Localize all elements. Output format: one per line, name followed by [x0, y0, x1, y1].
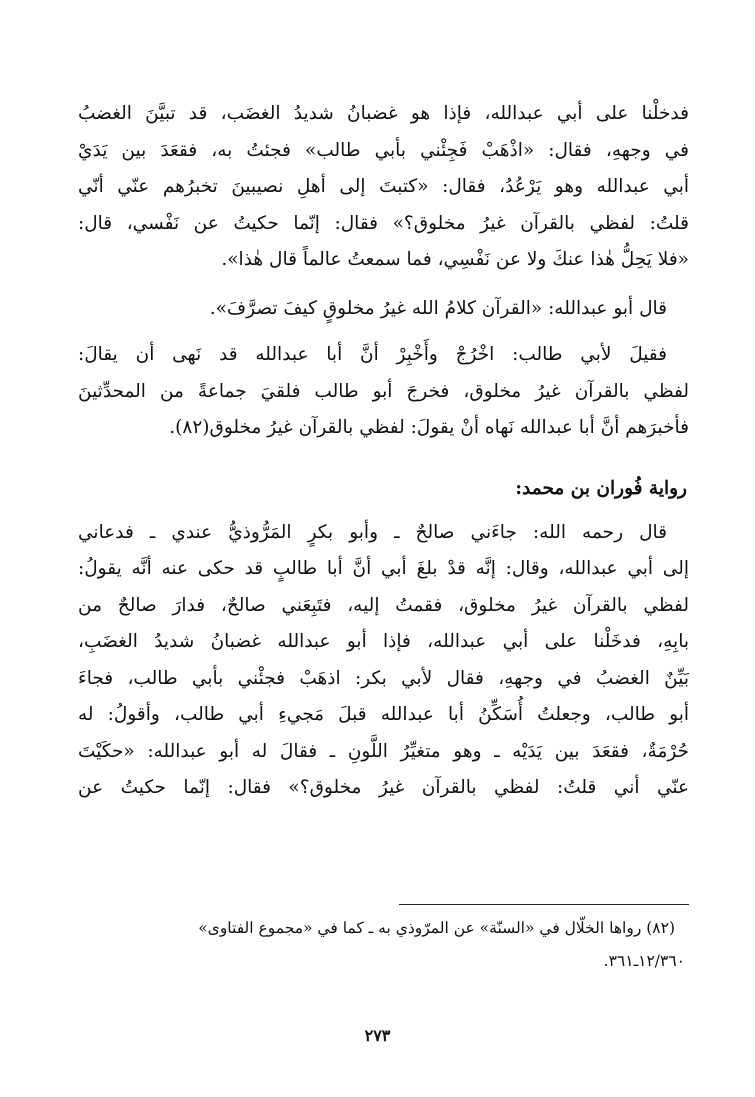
text-line: بَيِّنٌ الغضبُ في وجههِ، فقال لأبي بكر: اذهَبْ فجئْني بأبي طالب، فجاءَ [78, 667, 689, 689]
text-line: «فلا يَحِلُّ هٰذا عنكَ ولا عن نَفْسِي، فما سمعتُ عالماً قال هٰذا». [221, 249, 689, 270]
text-line: أبو طالب، وجعلتُ أُسَكِّنُ أبا عبدالله قبلَ مَجيءِ أبي طالب، وأقولُ: له [78, 704, 689, 725]
footnote-divider [399, 904, 689, 905]
text-line: فقيلَ لأبي طالب: اخْرُجْ وأَخْبِرْ أنَّ أبا عبدالله قد نَهى أن يقالَ: [78, 344, 667, 365]
text-line: بابِهِ، فدخَلْنا على أبي عبدالله، فإذا أبو عبدالله غضبانُ شديدُ الغضَبِ، [78, 631, 689, 652]
text-line: حُرْمَةٌ، فقعَدَ بين يَدَيْه ـ وهو متغيِّرُ اللَّونِ ـ فقالَ له أبو عبدالله: «حكَيْتَ [78, 740, 689, 762]
text-line: عنّي أني قلتُ: لفظي بالقرآن غيرُ مخلوق؟» فقال: إنّما حكيتُ عن [78, 777, 689, 798]
text-line: قال أبو عبدالله: «القرآن كلامُ الله غيرُ مخلوقٍ كيفَ تصرَّفَ». [209, 297, 667, 319]
section-heading: رواية فُوران بن محمد: [515, 477, 687, 499]
text-line: فدخلْنا على أبي عبدالله، فإذا هو غضبانُ شديدُ الغضَب، قد تبيَّنَ الغضبُ [78, 103, 689, 124]
text-line: قلتُ: لفظي بالقرآن غيرُ مخلوق؟» فقال: إنّما حكيتُ عن نَفْسي، قال: [78, 212, 689, 234]
text-line: لفظي بالقرآن غيرُ مخلوق، فقمتُ إليه، فتَبِعَني صالحٌ، فدارَ صالحٌ من [78, 594, 689, 616]
text-line: إلى أبي عبدالله، وقال: إنَّه قدْ بلغَ أبي أنَّ أبا طالبٍ قد حكى عنه أنَّه يقولُ: [78, 558, 689, 579]
footnote-line: (٨٢) رواها الخلّال في «السنّة» عن المرّوذي به ـ كما في «مجموع الفتاوى» [198, 919, 675, 937]
footnote [78, 912, 685, 978]
paragraph-4 [78, 515, 689, 807]
text-line: في وجههِ، فقال: «اذْهَبْ فَجِئْني بأبي طالب» فجئتُ به، فقعَدَ بين يَدَيْ [78, 139, 689, 161]
text-line: قال رحمه الله: جاءَني صالحٌ ـ وأبو بكرٍ المَرُّوذيُّ عندي ـ فدعاني [78, 521, 667, 543]
text-line: فأخبرَهم أنَّ أبا عبدالله نَهاه أنْ يقولَ: لفظي بالقرآن غيرُ مخلوق(٨٢). [169, 417, 689, 438]
page-body [78, 96, 689, 807]
page-number: ٢٧٣ [364, 1026, 391, 1045]
paragraph-2 [78, 291, 689, 328]
paragraph-3 [78, 337, 689, 447]
footnote-line: ١٢/٣٦٠ـ٣٦١. [603, 952, 685, 970]
paragraph-1 [78, 96, 689, 279]
text-line: أبي عبدالله وهو يَرْعُدُ، فقال: «كتبتَ إلى أهلِ نصيبينَ تخبرُهم عنّي أنّي [78, 176, 689, 197]
text-line: لفظي بالقرآن غيرُ مخلوق، فخرجَ أبو طالب فلقيَ جماعةً من المحدِّثينَ [78, 380, 689, 402]
